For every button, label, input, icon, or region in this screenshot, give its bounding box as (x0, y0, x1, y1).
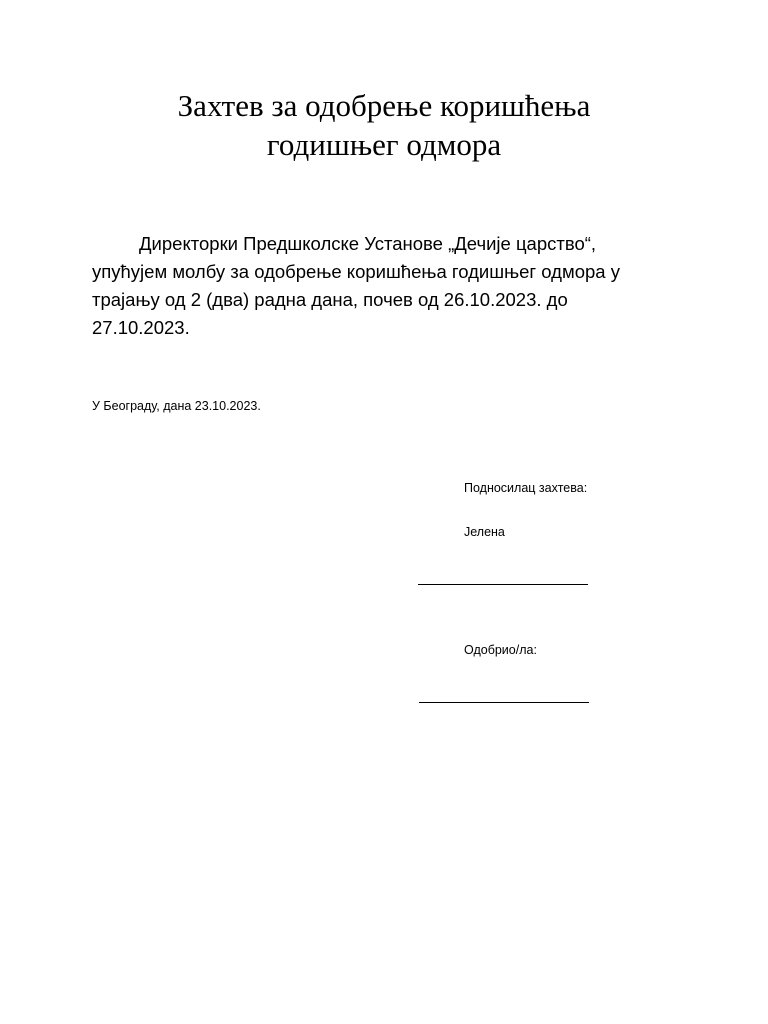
request-text: Директорки Предшколске Установе „Дечије царство“, упућујем молбу за одобрење коришћења годишњег одмора у трајању од 2 (два) радна дана, почев од 26.10.2023. до 27.10.2023. (92, 233, 620, 338)
document-title (0, 86, 768, 164)
place-and-date: У Београду, дана 23.10.2023. (92, 399, 261, 413)
request-paragraph (92, 230, 662, 342)
applicant-label: Подносилац захтева: (464, 481, 588, 495)
approver-signature-line (419, 702, 589, 703)
applicant-signature-line (418, 584, 588, 585)
applicant-name: Јелена (464, 525, 505, 539)
approved-by-label: Одобрио/ла: (464, 643, 537, 657)
title-line-1: Захтев за одобрење коришћења (177, 88, 591, 123)
title-line-2: годишњег одмора (266, 127, 502, 162)
